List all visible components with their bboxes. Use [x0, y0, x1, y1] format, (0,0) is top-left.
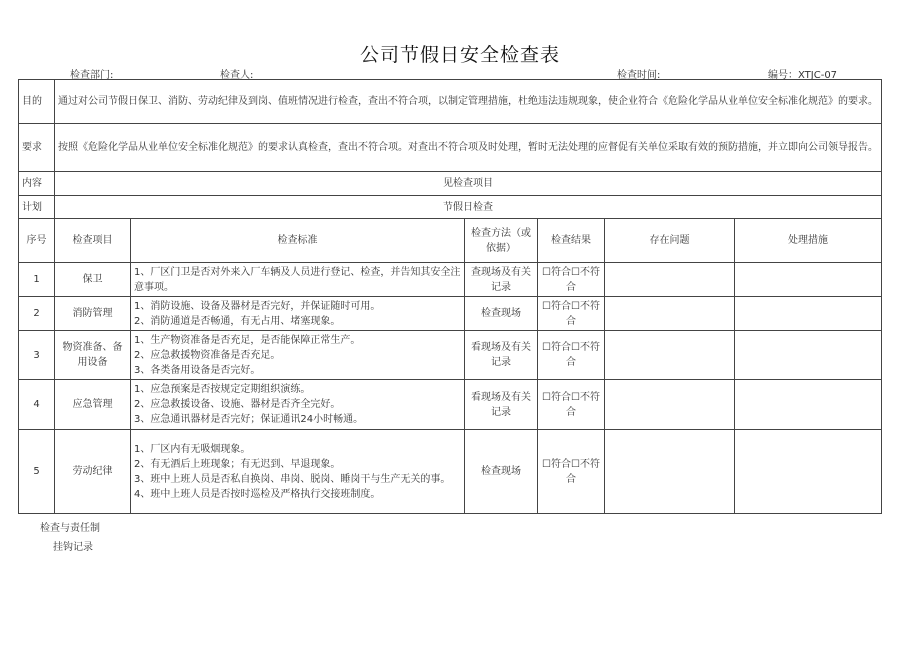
dept-label: 检查部门: — [70, 70, 114, 81]
requirement-row — [19, 124, 882, 172]
row-seq: 3 — [19, 331, 55, 380]
requirement-text: 按照《危险化学品从业单位安全标准化规范》的要求认真检查，查出不符合项。对查出不符合项及时处理，暂时无法处理的应督促有关单位采取有效的预防措施，并立即向公司领导报告。 — [55, 124, 882, 172]
content-row — [19, 172, 882, 196]
standard-line: 1、应急预案是否按规定定期组织演练。 — [134, 384, 311, 395]
inspection-table — [18, 79, 882, 514]
table-row — [19, 430, 882, 514]
table-row — [19, 297, 882, 331]
header-measure: 处理措施 — [735, 219, 882, 263]
table-row — [19, 263, 882, 297]
row-result[interactable]: ☐符合☐不符合 — [538, 263, 605, 297]
header-standard: 检查标准 — [131, 219, 465, 263]
row-method: 检查现场 — [465, 297, 538, 331]
row-result[interactable]: ☐符合☐不符合 — [538, 331, 605, 380]
standard-line: 4、班中上班人员是否按时巡检及严格执行交接班制度。 — [134, 488, 381, 500]
row-standard — [131, 331, 465, 380]
row-seq: 5 — [19, 430, 55, 514]
page-title: 公司节假日安全检查表 — [359, 44, 560, 66]
header-result: 检查结果 — [538, 219, 605, 263]
header-item: 检查项目 — [55, 219, 131, 263]
row-standard — [131, 430, 465, 514]
row-seq: 1 — [19, 263, 55, 297]
requirement-label: 要求 — [19, 124, 55, 172]
row-problem[interactable] — [605, 263, 735, 297]
row-result[interactable]: ☐符合☐不符合 — [538, 430, 605, 514]
row-problem[interactable] — [605, 331, 735, 380]
row-measure[interactable] — [735, 331, 882, 380]
row-measure[interactable] — [735, 380, 882, 430]
row-method: 查现场及有关记录 — [465, 263, 538, 297]
row-method: 检查现场 — [465, 430, 538, 514]
header-seq: 序号 — [19, 219, 55, 263]
footer-line-1: 检查与责任制 — [40, 523, 100, 534]
footer-line-2: 挂钩记录 — [53, 542, 93, 553]
row-standard — [131, 380, 465, 430]
row-item: 物资准备、备用设备 — [55, 331, 131, 380]
row-item: 消防管理 — [55, 297, 131, 331]
standard-line: 1、消防设施、设备及器材是否完好，并保证随时可用。 — [134, 300, 381, 312]
standard-line: 3、应急通讯器材是否完好；保证通讯24小时畅通。 — [134, 414, 364, 425]
table-row — [19, 380, 882, 430]
table-row — [19, 331, 882, 380]
purpose-row — [19, 80, 882, 124]
row-seq: 2 — [19, 297, 55, 331]
row-standard: 1、厂区门卫是否对外来入厂车辆及人员进行登记、检查，并告知其安全注意事项。 — [131, 263, 465, 297]
standard-line: 1、厂区内有无吸烟现象。 — [134, 443, 251, 455]
purpose-text: 通过对公司节假日保卫、消防、劳动纪律及到岗、值班情况进行检查，查出不符合项，以制定管理措施，杜绝违法违规现象，使企业符合《危险化学品从业单位安全标准化规范》的要求。 — [55, 80, 882, 124]
plan-value: 节假日检查 — [55, 196, 882, 219]
content-label: 内容 — [19, 172, 55, 196]
row-item: 劳动纪律 — [55, 430, 131, 514]
row-result[interactable]: ☐符合☐不符合 — [538, 380, 605, 430]
standard-line: 3、班中上班人员是否私自换岗、串岗、脱岗、睡岗干与生产无关的事。 — [134, 473, 451, 485]
row-measure[interactable] — [735, 430, 882, 514]
row-method: 看现场及有关记录 — [465, 331, 538, 380]
row-measure[interactable] — [735, 297, 882, 331]
plan-label: 计划 — [19, 196, 55, 219]
row-standard — [131, 297, 465, 331]
row-seq: 4 — [19, 380, 55, 430]
form-code: 编号：XTJC-07 — [768, 70, 838, 81]
header-problem: 存在问题 — [605, 219, 735, 263]
standard-line: 2、应急救援物资准备是否充足。 — [134, 349, 281, 361]
row-method: 看现场及有关记录 — [465, 380, 538, 430]
inspector-label: 检查人: — [220, 70, 254, 81]
row-item: 保卫 — [55, 263, 131, 297]
standard-line: 2、有无酒后上班现象；有无迟到、早退现象。 — [134, 458, 341, 470]
time-label: 检查时间: — [617, 70, 661, 81]
row-item: 应急管理 — [55, 380, 131, 430]
content-value: 见检查项目 — [55, 172, 882, 196]
standard-line: 2、消防通道是否畅通，有无占用、堵塞现象。 — [134, 315, 341, 327]
standard-line: 3、各类备用设备是否完好。 — [134, 364, 261, 376]
row-problem[interactable] — [605, 297, 735, 331]
header-method: 检查方法（或依据） — [465, 219, 538, 263]
row-measure[interactable] — [735, 263, 882, 297]
plan-row — [19, 196, 882, 219]
standard-line: 2、应急救援设备、设施、器材是否齐全完好。 — [134, 399, 341, 410]
row-problem[interactable] — [605, 380, 735, 430]
purpose-label: 目的 — [19, 80, 55, 124]
standard-line: 1、生产物资准备是否充足，是否能保障正常生产。 — [134, 334, 361, 346]
row-problem[interactable] — [605, 430, 735, 514]
row-result[interactable]: ☐符合☐不符合 — [538, 297, 605, 331]
header-row — [19, 219, 882, 263]
